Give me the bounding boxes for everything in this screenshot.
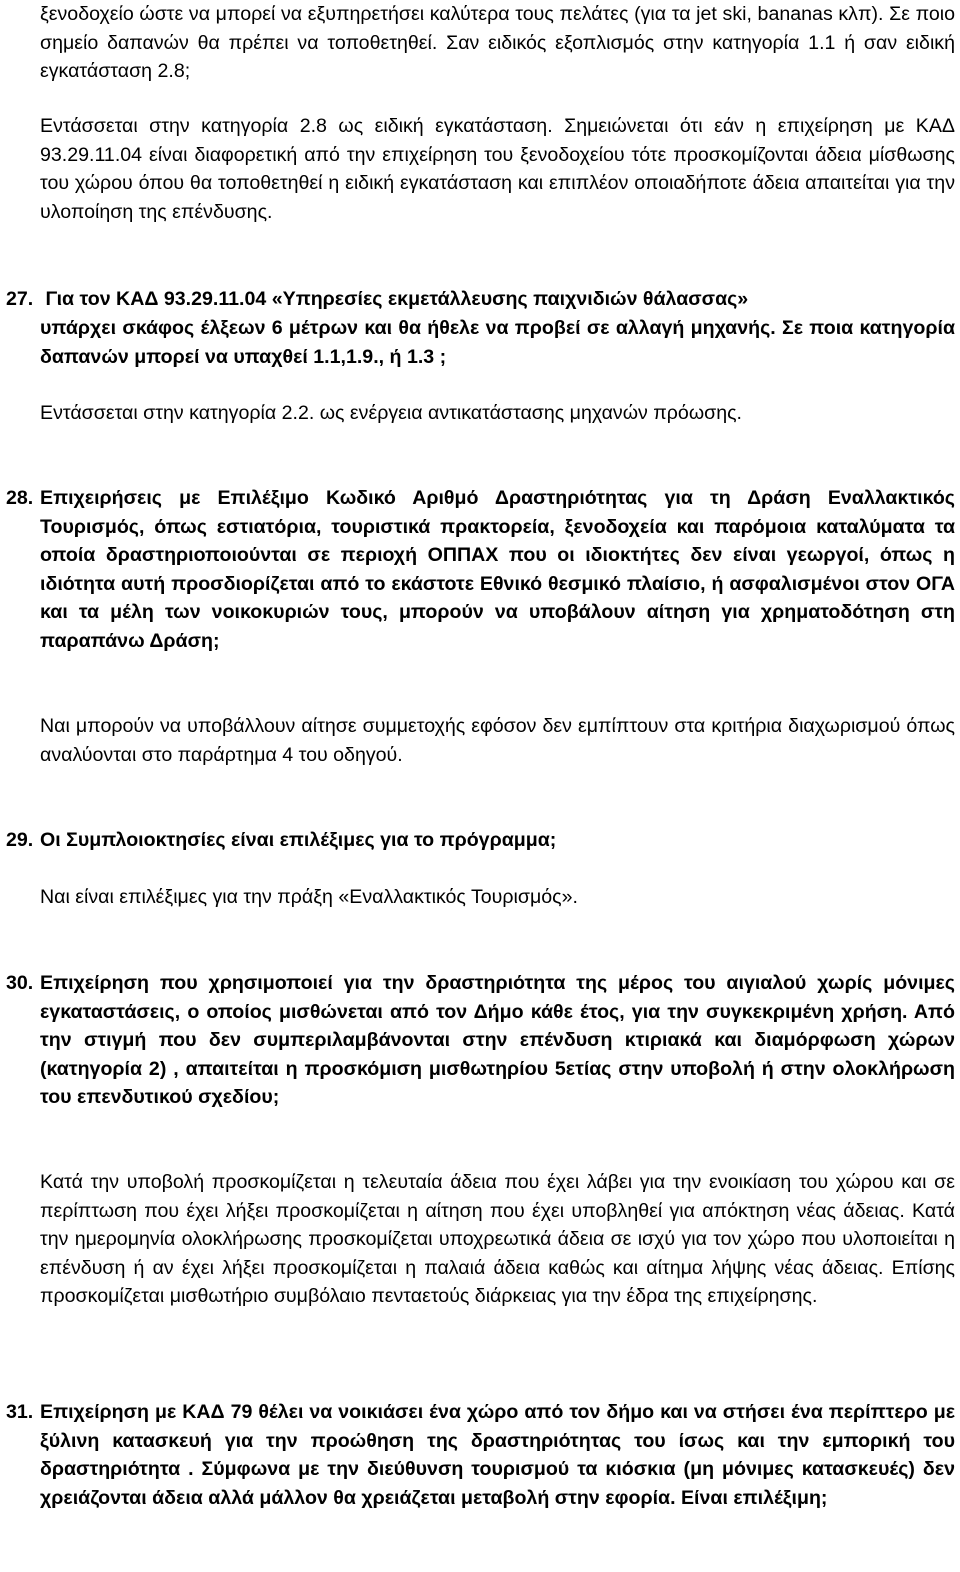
- question-30-number: 30.: [6, 972, 34, 994]
- question-27: [6, 285, 955, 314]
- question-27-line1: Για τον ΚΑΔ 93.29.11.04 «Υπηρεσίες εκμετάλλευσης παιχνιδιών θάλασσας»: [45, 288, 749, 310]
- question-31-text: Επιχείρηση με ΚΑΔ 79 θέλει να νοικιάσει ένα χώρο από τον δήμο και να στήσει ένα περίπτερο με ξύλινη κατασκευή για την προώθηση της δραστηριότητας του ίσως και την εμπορική του δραστηριότητα . Σύμφωνα με την διεύθυνση τουρισμού τα κιόσκια (μη μόνιμες κατασκευές) δεν χρειάζονται άδεια αλλά μάλλον θα χρειάζεται μεταβολή στην εφορία. Είναι επιλέξιμη;: [40, 1401, 955, 1509]
- question-27-text: υπάρχει σκάφος έλξεων 6 μέτρων και θα ήθελε να προβεί σε αλλαγή μηχανής. Σε ποια κατηγορία δαπανών μπορεί να υπαχθεί 1.1,1.9., ή 1.3 ;: [40, 317, 955, 368]
- answer-27: Εντάσσεται στην κατηγορία 2.2. ως ενέργεια αντικατάστασης μηχανών πρόωσης.: [40, 402, 742, 424]
- question-29-number: 29.: [6, 829, 34, 851]
- answer-30: Κατά την υποβολή προσκομίζεται η τελευταία άδεια που έχει λάβει για την ενοικίαση του χώρου και σε περίπτωση που έχει λήξει προσκομίζεται η αίτηση που έχει υποβληθεί για απόκτηση νέας άδειας. Κατά την ημερομηνία ολοκλήρωσης προσκομίζεται υποχρεωτικά άδεια σε ισχύ για τον χώρο που υλοποιείται η επένδυση ή αν έχει λήξει προσκομίζεται η παλαιά άδεια καθώς και αίτημα λήψης νέας άδειας. Επίσης προσκομίζεται μισθωτήριο συμβόλαιο πενταετούς διάρκειας για την έδρα της επιχείρησης.: [40, 1171, 955, 1308]
- answer-29: Ναι είναι επιλέξιμες για την πράξη «Εναλλακτικός Τουρισμός».: [40, 886, 578, 908]
- answer-28: Ναι μπορούν να υποβάλλουν αίτησε συμμετοχής εφόσον δεν εμπίπτουν στα κριτήρια διαχωρισμού όπως αναλύονται στο παράρτημα 4 του οδηγού.: [40, 715, 955, 766]
- intro-answer: Εντάσσεται στην κατηγορία 2.8 ως ειδική εγκατάσταση. Σημειώνεται ότι εάν η επιχείρηση με ΚΑΔ 93.29.11.04 είναι διαφορετική από την επιχείρηση του ξενοδοχείου τότε προσκομίζονται άδεια μίσθωσης του χώρου όπου θα τοποθετηθεί η ειδική εγκατάσταση και επιπλέον οποιαδήποτε άδεια απαιτείται για την υλοποίηση της επένδυσης.: [40, 115, 955, 223]
- question-31: [6, 1398, 955, 1509]
- question-27-number: 27.: [6, 288, 34, 310]
- question-29: [6, 826, 955, 855]
- question-30: [6, 969, 955, 1109]
- intro-question-tail: ξενοδοχείο ώστε να μπορεί να εξυπηρετήσει καλύτερα τους πελάτες (για τα jet ski, bananas κλπ). Σε ποιο σημείο δαπανών θα πρέπει να τοποθετηθεί. Σαν ειδικός εξοπλισμός στην κατηγορία 1.1 ή σαν ειδική εγκατάσταση 2.8;: [40, 3, 955, 83]
- question-28: [6, 484, 955, 652]
- question-28-text: Επιχειρήσεις με Επιλέξιμο Κωδικό Αριθμό Δραστηριότητας για τη Δράση Εναλλακτικός Τουρισμός, όπως εστιατόρια, τουριστικά πρακτορεία, ξενοδοχεία και παρόμοια καταλύματα τα οποία δραστηριοποιούνται σε περιοχή ΟΠΠΑΧ που οι ιδιοκτήτες δεν είναι γεωργοί, όπως η ιδιότητα αυτή προσδιορίζεται από το εκάστοτε Εθνικό θεσμικό πλαίσιο, ή ασφαλισμένοι στον ΟΓΑ και τα μέλη των νοικοκυριών τους, μπορούν να υποβάλουν αίτηση για χρηματοδότηση στη παραπάνω Δράση;: [40, 487, 955, 652]
- question-28-number: 28.: [6, 487, 34, 509]
- question-31-number: 31.: [6, 1401, 34, 1423]
- question-29-text: Οι Συμπλοιοκτησίες είναι επιλέξιμες για το πρόγραμμα;: [40, 829, 557, 851]
- question-30-text: Επιχείρηση που χρησιμοποιεί για την δραστηριότητα της μέρος του αιγιαλού χωρίς μόνιμες εγκαταστάσεις, ο οποίος μισθώνεται από τον Δήμο κάθε έτος, για την συγκεκριμένη χρήση. Από την στιγμή που δεν συμπεριλαμβάνονται στην επένδυση κτιριακά και διαμόρφωση χώρων (κατηγορία 2) , απαιτείται η προσκόμιση μισθωτηρίου 5ετίας στην υποβολή ή στην ολοκλήρωση του επενδυτικού σχεδίου;: [40, 972, 955, 1109]
